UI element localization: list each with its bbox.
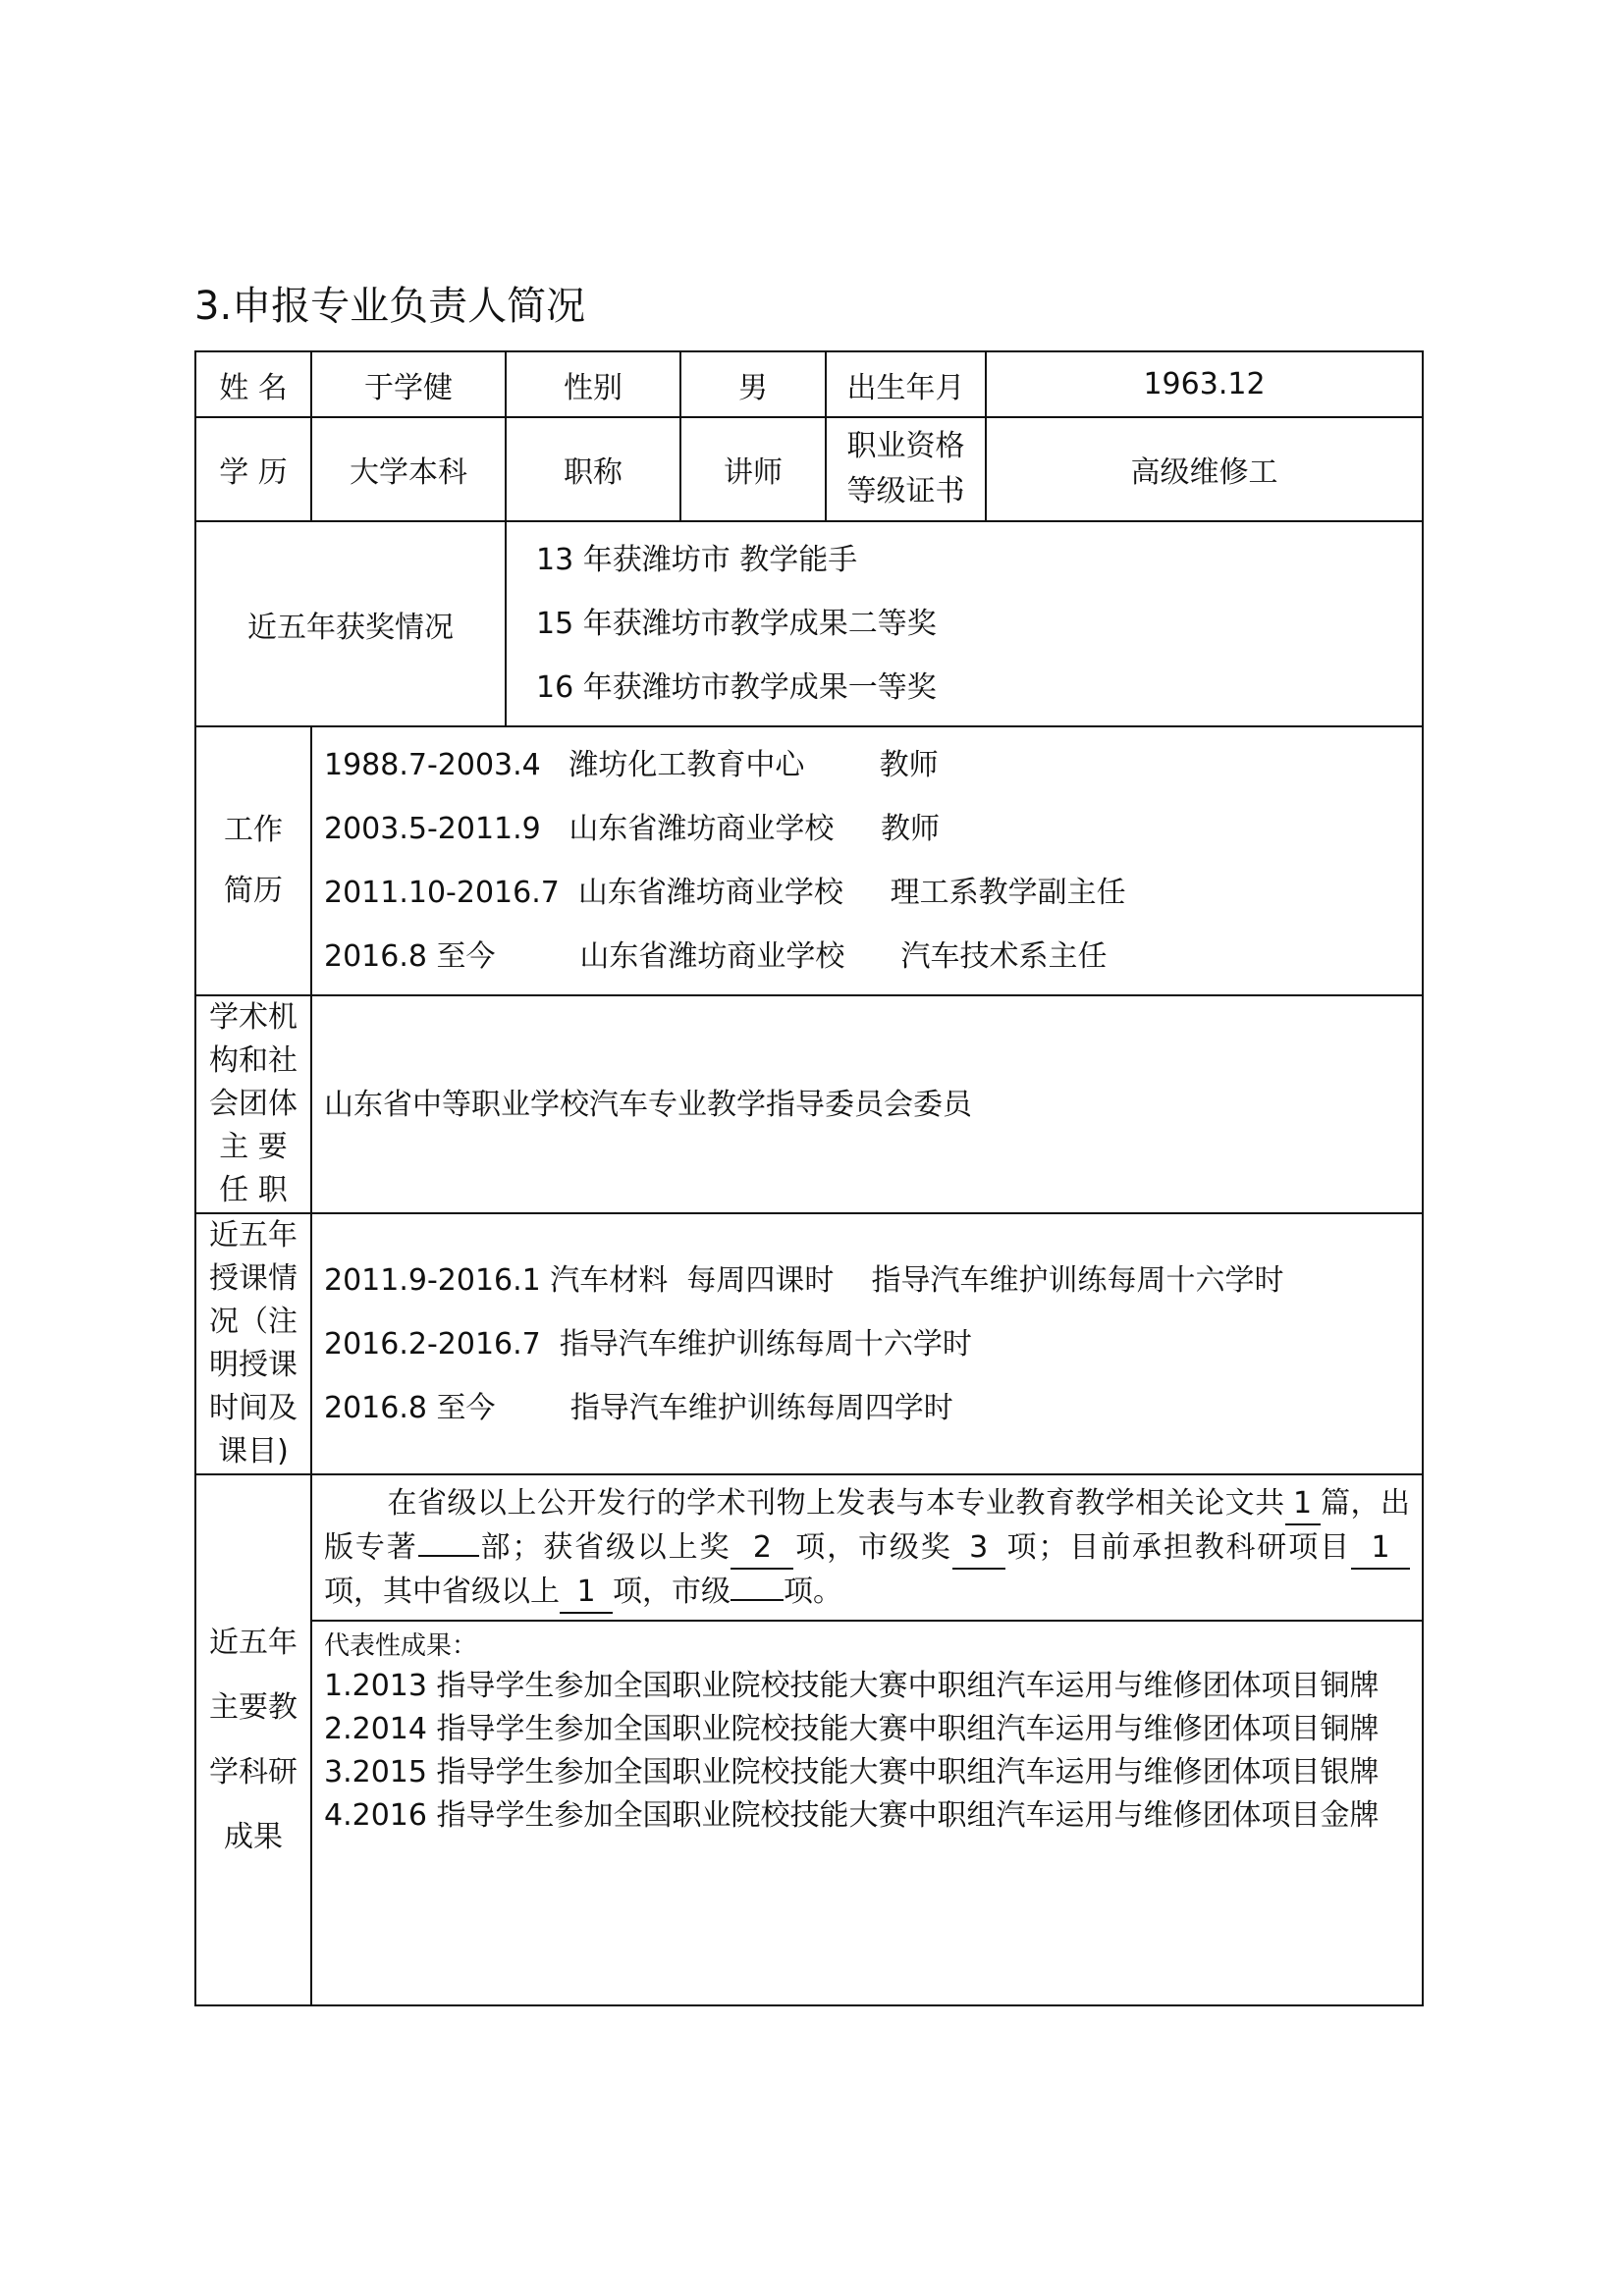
summary-text-4: 项，市级奖 [793, 1530, 952, 1565]
work-item: 2003.5-2011.9 山东省潍坊商业学校 教师 [324, 812, 941, 846]
row-academic [195, 995, 1423, 1213]
teaching-label-line: 时间及 [209, 1391, 298, 1425]
summary-text-2: 篇，出版专著 [324, 1486, 1411, 1565]
work-label-line-1: 工作 [224, 813, 283, 847]
gender-value: 男 [680, 351, 826, 417]
academic-value [311, 995, 1423, 1213]
rank-value: 讲师 [680, 417, 826, 521]
count-city-projects [731, 1599, 784, 1601]
achievement-item: 1.2013 指导学生参加全国职业院校技能大赛中职组汽车运用与维修团体项目铜牌 [324, 1669, 1380, 1703]
count-papers: 1 [1285, 1484, 1321, 1525]
cert-label [826, 417, 986, 521]
work-list [311, 726, 1423, 995]
teaching-item: 2016.2-2016.7 指导汽车维护训练每周十六学时 [324, 1326, 972, 1362]
row-basic-1 [195, 351, 1423, 417]
award-item: 15 年获潍坊市教学成果二等奖 [536, 607, 937, 641]
teaching-label-line: 近五年 [209, 1218, 298, 1253]
work-label-line-2: 简历 [224, 874, 283, 908]
academic-label-line: 构和社 [209, 1043, 298, 1078]
academic-label-line: 会团体 [209, 1087, 298, 1121]
summary-text-8: 项。 [784, 1575, 842, 1609]
summary-text-5: 项；目前承担教科研项目 [1004, 1530, 1352, 1565]
count-projects: 1 [1351, 1528, 1410, 1570]
gender-label: 性别 [506, 351, 680, 417]
row-research-summary [195, 1474, 1423, 1621]
page-title: 3.申报专业负责人简况 [194, 284, 586, 329]
row-basic-2 [195, 417, 1423, 521]
academic-label-line: 主 要 [219, 1130, 288, 1164]
row-teaching [195, 1213, 1423, 1474]
teaching-item: 2011.9-2016.1 汽车材料 每周四课时 指导汽车维护训练每周十六学时 [324, 1262, 1284, 1298]
work-item: 1988.7-2003.4 潍坊化工教育中心 教师 [324, 748, 939, 782]
birth-value: 1963.12 [986, 351, 1423, 417]
work-label [195, 726, 311, 995]
count-city-awards: 3 [952, 1528, 1005, 1570]
summary-text-6: 项，其中省级以上 [324, 1575, 560, 1609]
representative-achievements [311, 1621, 1423, 2005]
name-value: 于学健 [311, 351, 506, 417]
summary-text-7: 项，市级 [613, 1575, 731, 1609]
teaching-label [195, 1213, 311, 1474]
achievement-item: 2.2014 指导学生参加全国职业院校技能大赛中职组汽车运用与维修团体项目铜牌 [324, 1712, 1380, 1746]
teaching-label-line: 课目) [218, 1434, 289, 1468]
achievements-heading: 代表性成果： [324, 1631, 478, 1661]
academic-label [195, 995, 311, 1213]
summary-text-3: 部；获省级以上奖 [478, 1530, 731, 1565]
research-label-line: 学科研 [209, 1754, 298, 1789]
row-awards [195, 521, 1423, 726]
work-item: 2016.8 至今 山东省潍坊商业学校 汽车技术系主任 [324, 939, 1108, 974]
count-books [418, 1555, 479, 1557]
teaching-list [311, 1213, 1423, 1474]
summary-text-1: 在省级以上公开发行的学术刊物上发表与本专业教育教学相关论文共 [387, 1486, 1285, 1521]
rank-label: 职称 [506, 417, 680, 521]
teaching-label-line: 授课情 [209, 1261, 298, 1296]
name-label: 姓 名 [195, 351, 311, 417]
count-prov-projects: 1 [560, 1573, 613, 1614]
profile-table [194, 350, 1424, 2006]
research-summary [311, 1474, 1423, 1621]
awards-list [506, 521, 1423, 726]
award-item: 13 年获潍坊市 教学能手 [536, 543, 858, 577]
cert-label-line-2: 等级证书 [846, 474, 965, 508]
academic-label-line: 学术机 [209, 1000, 298, 1035]
cert-value: 高级维修工 [986, 417, 1423, 521]
row-work [195, 726, 1423, 995]
awards-label: 近五年获奖情况 [195, 521, 506, 726]
research-label-line: 成果 [224, 1819, 283, 1854]
birth-label: 出生年月 [826, 351, 986, 417]
work-item: 2011.10-2016.7 山东省潍坊商业学校 理工系教学副主任 [324, 876, 1126, 910]
academic-value-text: 山东省中等职业学校汽车专业教学指导委员会委员 [324, 1087, 972, 1122]
achievement-item: 4.2016 指导学生参加全国职业院校技能大赛中职组汽车运用与维修团体项目金牌 [324, 1798, 1380, 1833]
count-prov-awards: 2 [731, 1528, 793, 1570]
teaching-label-line: 况（注 [209, 1305, 298, 1339]
achievement-item: 3.2015 指导学生参加全国职业院校技能大赛中职组汽车运用与维修团体项目银牌 [324, 1755, 1380, 1789]
research-label-line: 近五年 [209, 1625, 298, 1660]
research-label [195, 1474, 311, 2005]
teaching-label-line: 明授课 [209, 1348, 298, 1382]
row-research-details [195, 1621, 1423, 2005]
research-label-line: 主要教 [209, 1689, 298, 1725]
award-item: 16 年获潍坊市教学成果一等奖 [536, 670, 937, 705]
edu-label: 学 历 [195, 417, 311, 521]
research-summary-text [324, 1481, 1410, 1614]
cert-label-line-1: 职业资格 [846, 429, 965, 463]
edu-value: 大学本科 [311, 417, 506, 521]
teaching-item: 2016.8 至今 指导汽车维护训练每周四学时 [324, 1390, 953, 1425]
academic-label-line: 任 职 [219, 1173, 288, 1207]
